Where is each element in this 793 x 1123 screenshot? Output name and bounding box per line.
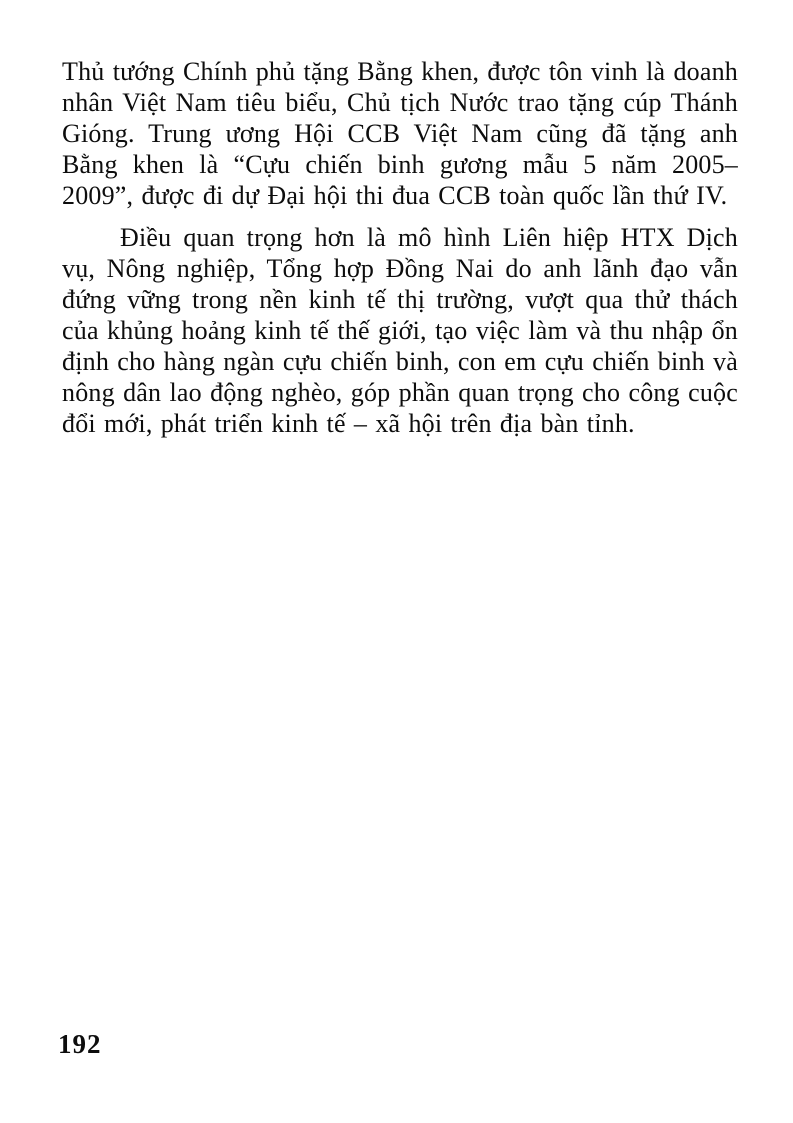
page-number: 192 <box>58 1029 102 1059</box>
paragraph-1: Thủ tướng Chính phủ tặng Bằng khen, được tôn vinh là doanh nhân Việt Nam tiêu biểu, Chủ tịch Nước trao tặng cúp Thánh Gióng. Trung ương Hội CCB Việt Nam cũng đã tặng anh Bằng khen là “Cựu chiến binh gương mẫu 5 năm 2005–2009”, được đi dự Đại hội thi đua CCB toàn quốc lần thứ IV. <box>62 57 738 210</box>
body-text <box>62 56 738 439</box>
paragraph-2: Điều quan trọng hơn là mô hình Liên hiệp HTX Dịch vụ, Nông nghiệp, Tổng hợp Đồng Nai do anh lãnh đạo vẫn đứng vững trong nền kinh tế thị trường, vượt qua thử thách của khủng hoảng kinh tế thế giới, tạo việc làm và thu nhập ổn định cho hàng ngàn cựu chiến binh, con em cựu chiến binh và nông dân lao động nghèo, góp phần quan trọng cho công cuộc đổi mới, phát triển kinh tế – xã hội trên địa bàn tỉnh. <box>62 223 738 438</box>
